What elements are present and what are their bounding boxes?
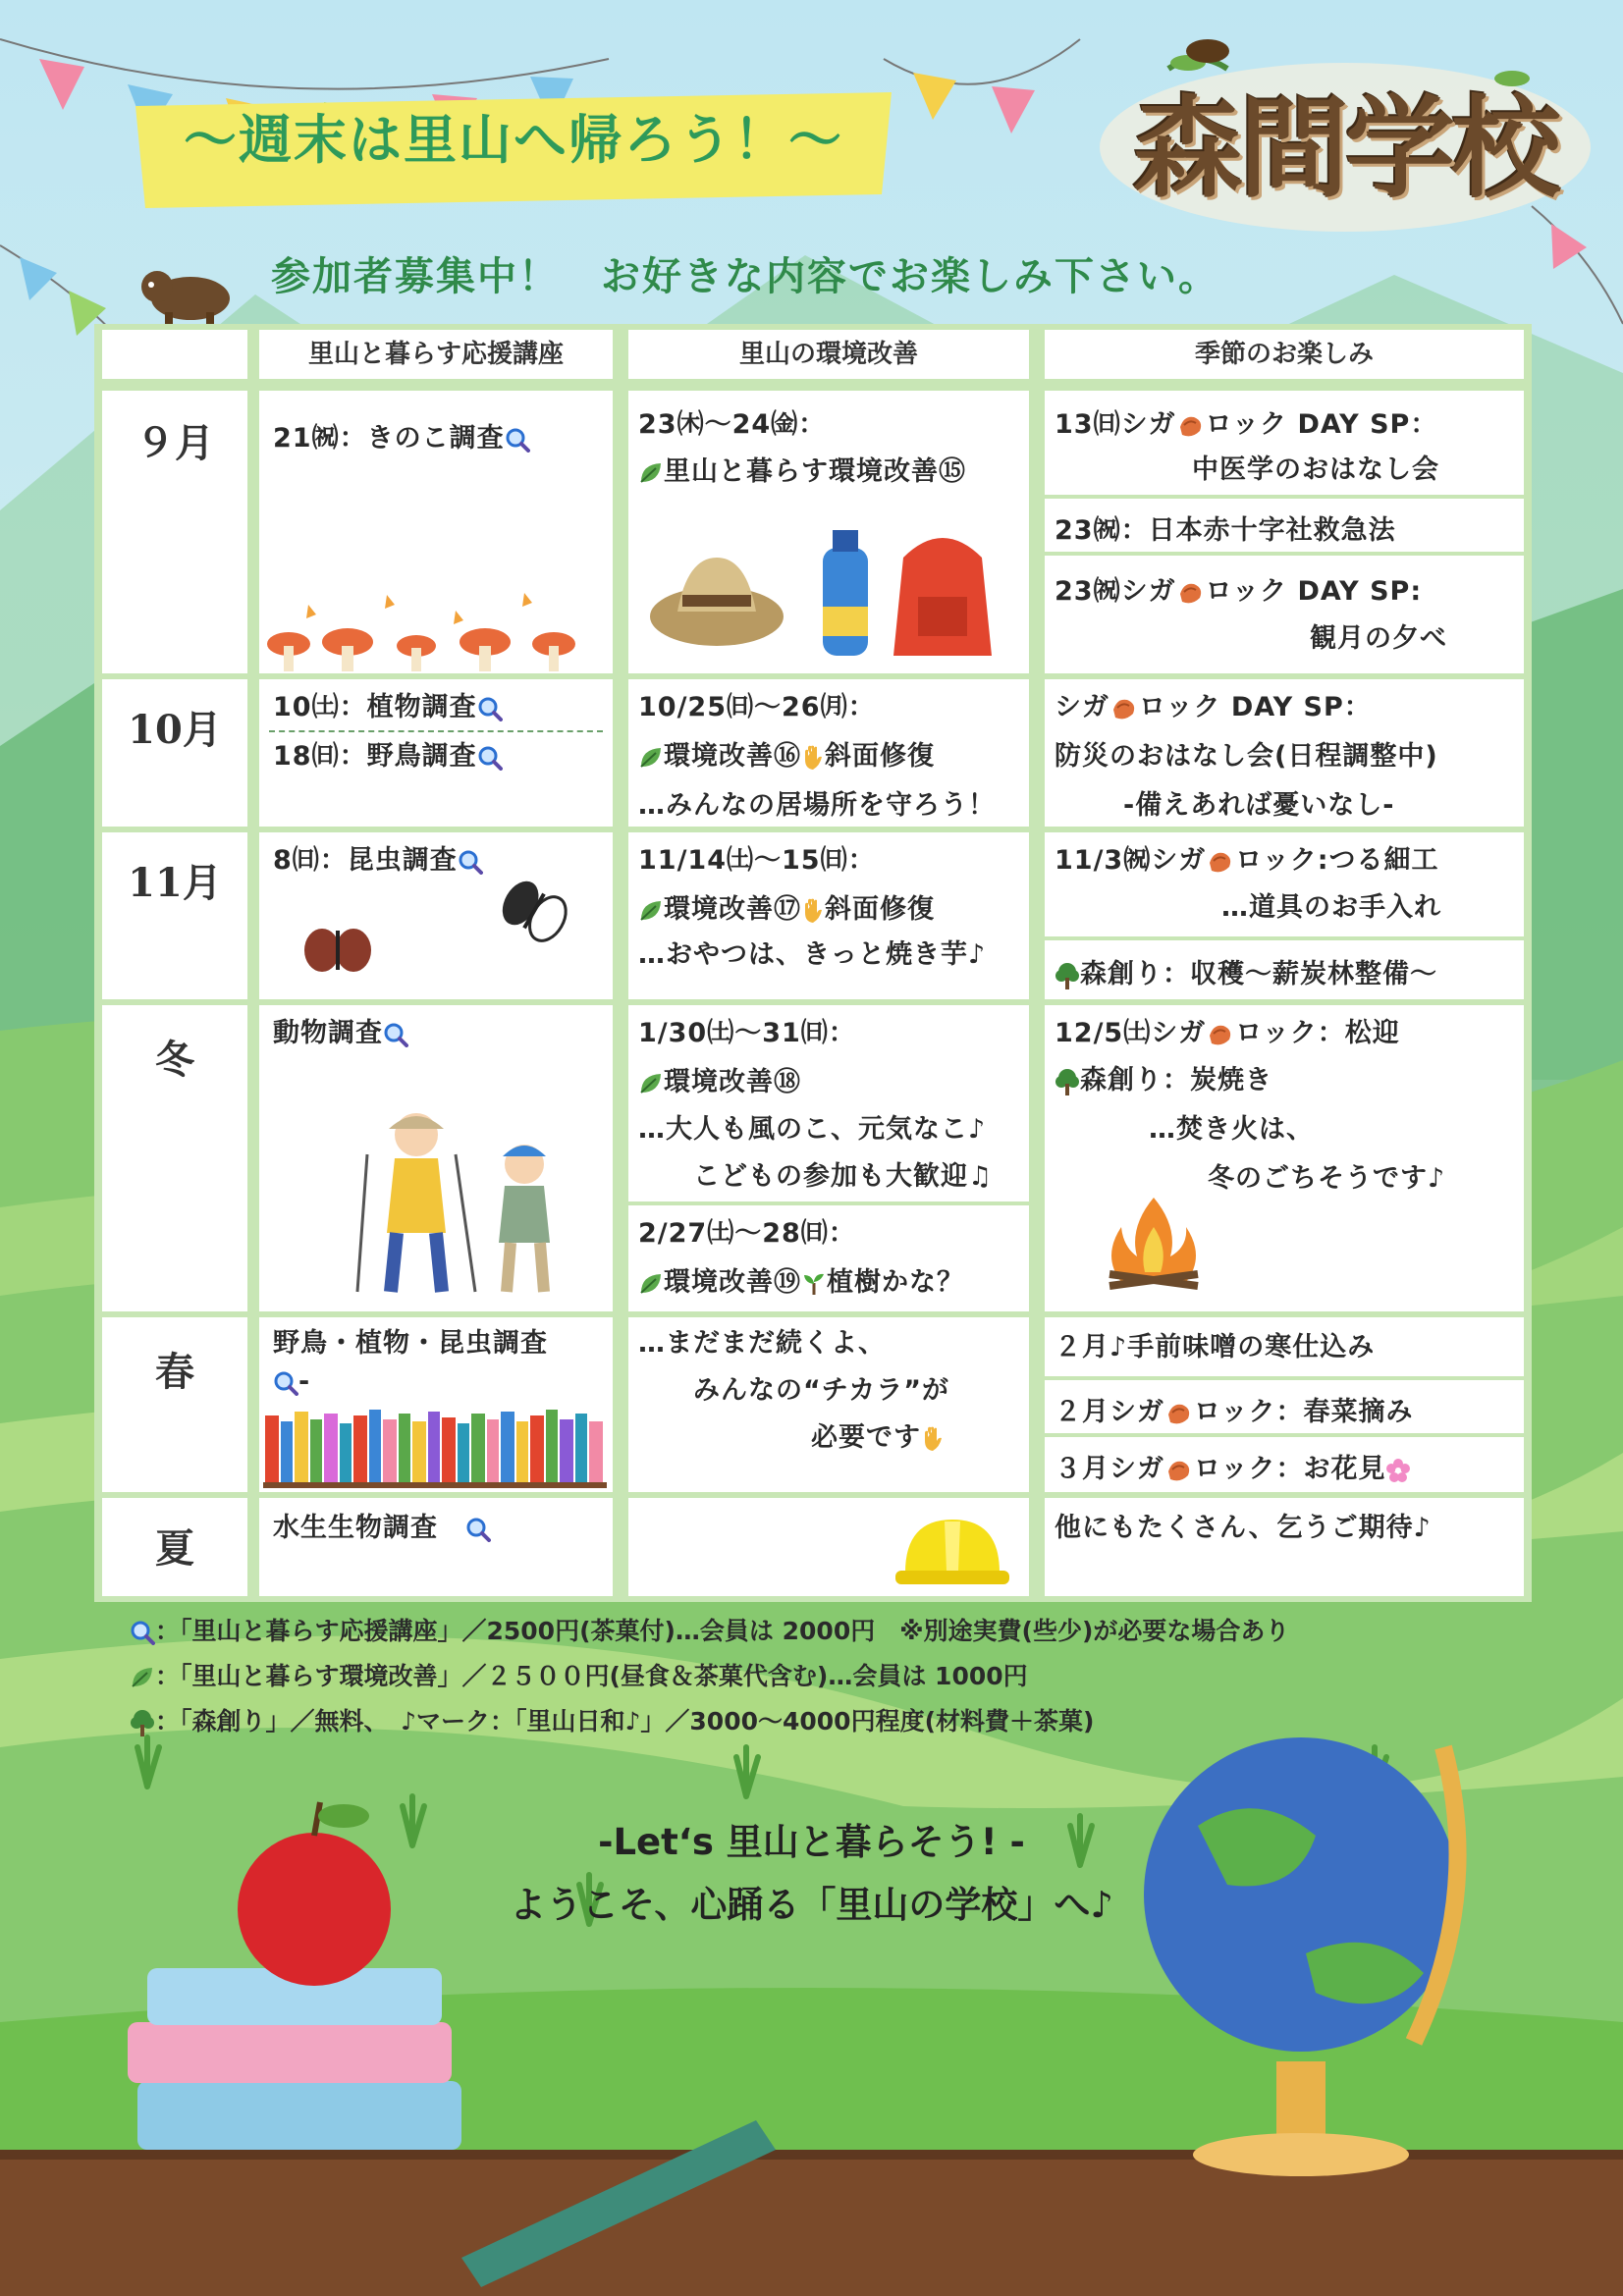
season-cell — [1045, 1380, 1524, 1433]
env-item: …まだまだ続くよ、 — [638, 1328, 886, 1359]
course-cell — [259, 832, 613, 999]
season-cell — [1045, 1437, 1524, 1492]
env-item: …みんなの居場所を守ろう！ — [638, 790, 996, 821]
leaf-icon — [130, 1665, 155, 1690]
subtitle: 参加者募集中！ お好きな内容でお楽しみ下さい。 — [271, 254, 1219, 299]
month-cell: 夏 — [102, 1498, 247, 1596]
season-item: …焚き火は、 — [1149, 1114, 1314, 1145]
env-date: 11/14㈯～15㈰： — [638, 845, 876, 876]
env-date: 10/25㈰～26㈪： — [638, 692, 876, 722]
environment-cell — [628, 1205, 1029, 1311]
month-cell: 10月 — [102, 679, 247, 827]
season-item: ３月シガ ロック：お花見 — [1055, 1447, 1411, 1485]
hand-icon — [801, 897, 825, 925]
bookshelf-illustration — [263, 1406, 607, 1488]
shigaraki-icon — [1206, 849, 1235, 875]
month-cell: 春 — [102, 1317, 247, 1492]
course-item: 水生生物調査 — [273, 1506, 491, 1544]
legend-environment: ：「里山と暮らす環境改善」／２５００円(昼食＆茶菓代含む)…会員は 1000円 — [130, 1657, 1028, 1692]
environment-cell — [628, 1498, 1029, 1596]
env-item: みんなの“チカラ”が — [693, 1375, 949, 1406]
course-cell — [259, 1498, 613, 1596]
season-cell — [1045, 832, 1524, 936]
environment-cell — [628, 1005, 1029, 1201]
course-item: 18㈰：野鳥調査 — [273, 734, 503, 773]
env-item: …おやつは、きっと焼き芋♪ — [638, 939, 987, 970]
course-item: 動物調査 — [273, 1011, 408, 1049]
season-cell — [1045, 1498, 1524, 1596]
env-item: 環境改善⑰ 斜面修復 — [638, 887, 935, 926]
course-item: 8㈰：昆虫調査 — [273, 838, 483, 877]
season-item: ２月♪手前味噌の寒仕込み — [1055, 1332, 1376, 1362]
header-corner-cell — [102, 330, 247, 379]
month-cell: 冬 — [102, 1005, 247, 1311]
hand-icon — [801, 744, 825, 772]
env-item: 環境改善⑲ 植樹かな？ — [638, 1260, 964, 1299]
helmet-illustration — [893, 1512, 1011, 1592]
season-cell — [1045, 1317, 1524, 1376]
course-item: - — [273, 1366, 310, 1397]
column-header-course: 里山と暮らす応援講座 — [259, 330, 613, 379]
tree-icon — [1055, 962, 1080, 989]
season-cell — [1045, 391, 1524, 495]
course-cell — [259, 1317, 613, 1492]
env-date: 1/30㈯～31㈰： — [638, 1018, 856, 1048]
course-item: 21㈷：きのこ調査 — [273, 416, 530, 454]
environment-cell — [628, 679, 1029, 827]
env-date: 2/27㈯～28㈰： — [638, 1218, 856, 1249]
flower-icon — [1385, 1458, 1411, 1483]
env-item: 里山と暮らす環境改善⑮ — [638, 450, 966, 488]
season-item: …道具のお手入れ — [1221, 892, 1441, 923]
leaf-icon — [638, 1271, 664, 1297]
season-cell — [1045, 556, 1524, 673]
legend-course: ：「里山と暮らす応援講座」／2500円(茶菓付)…会員は 2000円 ※別途実費(些少)が必要な場合あり — [130, 1612, 1289, 1647]
season-cell — [1045, 499, 1524, 552]
env-item: …大人も風のこ、元気なこ♪ — [638, 1114, 987, 1145]
season-item: 23㈷シガ ロック DAY SP: — [1055, 576, 1423, 607]
season-item: シガ ロック DAY SP： — [1055, 692, 1372, 722]
schedule-table — [94, 324, 1532, 1602]
environment-cell — [628, 832, 1029, 999]
magnifier-icon — [465, 1517, 491, 1542]
shigaraki-icon — [1164, 1401, 1194, 1426]
course-cell — [259, 679, 613, 827]
logo-text: 森間学校 — [1133, 84, 1557, 213]
magnifier-icon — [273, 1370, 298, 1396]
env-item: 環境改善⑱ — [638, 1060, 801, 1098]
column-header-environment: 里山の環境改善 — [628, 330, 1029, 379]
banner-title: ～週末は里山へ帰ろう！～ — [184, 109, 843, 171]
magnifier-icon — [505, 427, 530, 453]
shigaraki-icon — [1109, 696, 1139, 721]
season-item: 13㈰シガ ロック DAY SP： — [1055, 409, 1438, 440]
season-cell — [1045, 1005, 1524, 1311]
column-header-season: 季節のお楽しみ — [1045, 330, 1524, 379]
hiking-gear-illustration — [648, 518, 1021, 666]
season-item: 他にもたくさん、乞うご期待♪ — [1055, 1513, 1432, 1543]
tree-icon — [1055, 1068, 1080, 1095]
season-item: 森創り：炭焼き — [1055, 1058, 1272, 1096]
season-item: 防災のおはなし会(日程調整中) — [1055, 741, 1438, 772]
shigaraki-icon — [1176, 413, 1206, 439]
course-item: 10㈯：植物調査 — [273, 685, 503, 723]
season-item: 23㈷：日本赤十字社救急法 — [1055, 515, 1396, 546]
course-cell — [259, 391, 613, 673]
season-cell — [1045, 940, 1524, 999]
divider — [269, 730, 603, 732]
env-item: 環境改善⑯ 斜面修復 — [638, 734, 935, 773]
season-item: ２月シガ ロック：春菜摘み — [1055, 1397, 1414, 1427]
magnifier-icon — [458, 849, 483, 875]
shigaraki-icon — [1176, 580, 1206, 606]
tree-icon — [130, 1709, 155, 1736]
season-item: -備えあれば憂いなし- — [1123, 790, 1395, 821]
mushroom-illustration — [259, 585, 613, 673]
shigaraki-icon — [1206, 1022, 1235, 1047]
season-item: 中医学のおはなし会 — [1192, 454, 1439, 485]
leaf-icon — [638, 460, 664, 486]
campfire-illustration — [1100, 1188, 1208, 1296]
season-cell — [1045, 679, 1524, 827]
magnifier-icon — [130, 1620, 155, 1645]
course-cell — [259, 1005, 613, 1311]
leaf-icon — [638, 1071, 664, 1096]
env-item: 必要です — [811, 1415, 945, 1454]
course-item: 野鳥・植物・昆虫調査 — [273, 1328, 548, 1359]
season-item: 観月の夕べ — [1310, 623, 1447, 654]
month-cell: 11月 — [102, 832, 247, 999]
butterfly-illustration — [298, 872, 603, 989]
shigaraki-icon — [1164, 1458, 1194, 1483]
tanuki-illustration — [135, 261, 242, 324]
environment-cell — [628, 391, 1029, 673]
closing-line-1: -Let‘s 里山と暮らそう! - — [598, 1821, 1025, 1863]
sprout-icon — [801, 1271, 827, 1297]
closing-line-2: ようこそ、心踊る「里山の学校」へ♪ — [510, 1884, 1113, 1926]
env-item: こどもの参加も大歓迎♫ — [693, 1161, 994, 1192]
season-item: 12/5㈯シガ ロック：松迎 — [1055, 1018, 1400, 1048]
magnifier-icon — [477, 696, 503, 721]
env-date: 23㈭～24㈮： — [638, 409, 827, 440]
hand-icon — [921, 1425, 945, 1453]
magnifier-icon — [383, 1022, 408, 1047]
season-item: 11/3㈷シガ ロック:つる細工 — [1055, 845, 1439, 876]
season-item: 冬のごちそうです♪ — [1208, 1163, 1446, 1194]
hikers-illustration — [348, 1095, 583, 1304]
season-item: 森創り：収穫～薪炭林整備～ — [1055, 952, 1437, 990]
leaf-icon — [638, 898, 664, 924]
leaf-icon — [638, 745, 664, 771]
magnifier-icon — [477, 745, 503, 771]
month-cell: ９月 — [102, 391, 247, 673]
legend-forest: ：「森創り」／無料、 ♪マーク：「里山日和♪」／3000～4000円程度(材料費＋茶菓) — [130, 1702, 1094, 1737]
environment-cell — [628, 1317, 1029, 1492]
